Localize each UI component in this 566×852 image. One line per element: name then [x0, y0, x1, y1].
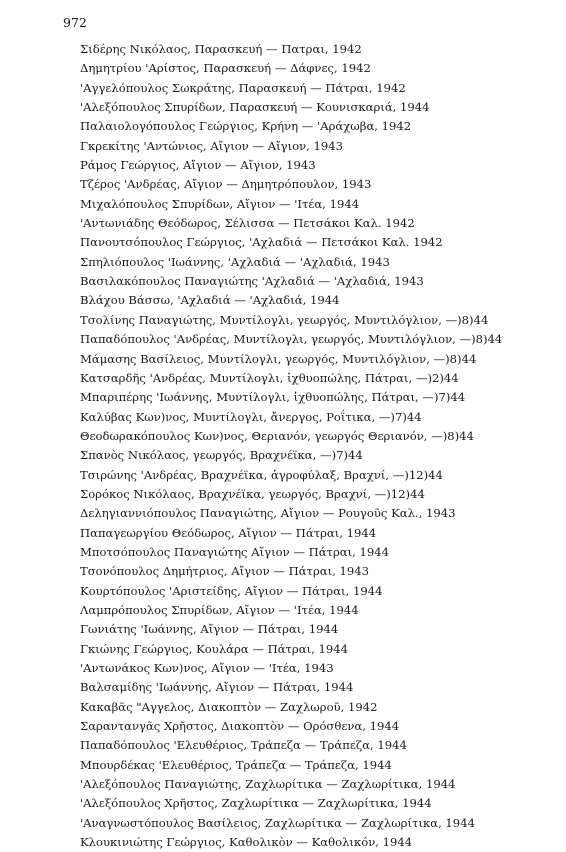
- list-item: Κατσαρδῆς 'Ανδρέας, Μυντίλογλι, ἰχθυοπώλης, Πάτραι, —)2)44: [80, 370, 459, 385]
- list-item: Καλύβας Κων)νος, Μυντίλογλι, ἄνεργος, Ροΐτικα, —)7)44: [80, 409, 422, 424]
- list-item: 'Αλεξόπουλος Παναγιώτης, Ζαχλωρίτικα — Ζαχλωρίτικα, 1944: [80, 777, 456, 792]
- list-item: Ράμος Γεώργιος, Αἴγιον — Αἴγιον, 1943: [80, 158, 316, 173]
- list-item: Τσονόπουλος Δημήτριος, Αἴγιον — Πάτραι, 1943: [80, 564, 370, 579]
- list-item: Παλαιολογόπουλος Γεώργιος, Κρήνη — 'Αράχωβα, 1942: [80, 119, 412, 134]
- list-item: Παπαγεωργίου Θεόδωρος, Αἴγιον — Πάτραι, 1944: [80, 525, 377, 540]
- list-item: Μπουρδέκας 'Ελευθέριος, Τράπεζα — Τράπεζα, 1944: [80, 757, 392, 772]
- list-item: Μπαριπέρης 'Ιωάννης, Μυντίλογλι, ἰχθυοπώλης, Πάτραι, —)7)44: [80, 390, 466, 405]
- list-item: 'Αναγνωστόπουλος Βασίλειος, Ζαχλωρίτικα — Ζαχλωρίτικα, 1944: [80, 815, 475, 830]
- list-item: Σαραντανγᾶς Χρῆστος, Διακοπτὸν — Ορόσθενα, 1944: [80, 719, 400, 734]
- list-item: Δεληγιαννιόπουλος Παναγιώτης, Αἴγιον — Ρουγοῦς Καλ., 1943: [80, 506, 456, 521]
- list-item: Σπηλιόπουλος 'Ιωάννης, 'Αχλαδιά — 'Αχλαδιά, 1943: [80, 254, 390, 269]
- list-item: Σορόκος Νικόλαος, Βραχνέϊκα, γεωργός, Βραχνί, —)12)44: [80, 486, 425, 501]
- list-item: Γκιώνης Γεώργιος, Κουλάρα — Πάτραι, 1944: [80, 641, 348, 656]
- list-item: Δημητρίου 'Αρίστος, Παρασκευή — Δάφνες, 1942: [80, 61, 371, 76]
- list-item: 'Αντωνιάδης Θεόδωρος, Σέλισσα — Πετσάκοι Καλ. 1942: [80, 216, 415, 231]
- list-item: 'Αντωνάκος Κων)νος, Αἴγιον — 'Ιτέα, 1943: [80, 661, 334, 675]
- list-item: Θεοδωρακόπουλος Κων)νος, Θεριανόν, γεωργός Θεριανόν, —)8)44: [80, 428, 474, 443]
- entry-list: [80, 40, 550, 852]
- list-item: Κακαβᾶς "Αγγελος, Διακοπτὸν — Ζαχλωροῦ, 1942: [80, 699, 378, 714]
- list-item: Τσολίνης Παναγιώτης, Μυντίλογλι, γεωργός, Μυντιλόγλιον, —)8)44: [80, 312, 489, 327]
- list-item: Τζέρος 'Ανδρέας, Αἴγιον — Δημητρόπουλον, 1943: [80, 177, 372, 192]
- list-item: Βαλσαμίδης 'Ιωάννης, Αἴγιον — Πάτραι, 1944: [80, 680, 354, 695]
- list-item: Βασιλακόπουλος Παναγιώτης 'Αχλαδιά — 'Αχλαδιά, 1943: [80, 274, 424, 289]
- list-item: Παπαδόπουλος 'Ανδρέας, Μυντίλογλι, γεωργός, Μυντιλόγλιον, —)8)44: [80, 332, 503, 347]
- page-number: 972: [63, 15, 87, 30]
- list-item: Μιχαλόπουλος Σπυρίδων, Αἴγιον — 'Ιτέα, 1944: [80, 196, 360, 211]
- list-item: Βλάχου Βάσσω, 'Αχλαδιά — 'Αχλαδιά, 1944: [80, 293, 340, 308]
- list-item: Σιδέρης Νικόλαος, Παρασκευή — Πατραι, 1942: [80, 42, 362, 56]
- list-item: Παπαδόπουλος 'Ελευθέριος, Τράπεζα — Τράπεζα, 1944: [80, 738, 407, 753]
- list-item: Γωνιάτης 'Ιωάννης, Αἴγιον — Πάτραι, 1944: [80, 622, 339, 637]
- list-item: 'Αλεξόπουλος Χρῆστος, Ζαχλωρίτικα — Ζαχλωρίτικα, 1944: [80, 796, 432, 811]
- list-item: Σπανὸς Νικόλαος, γεωργός, Βραχνέϊκα, —)7)44: [80, 448, 363, 463]
- list-item: Μποτσόπουλος Παναγιώτης Αἴγιον — Πάτραι, 1944: [80, 544, 390, 559]
- list-item: Κλουκινιώτης Γεώργιος, Καθολικὸν — Καθολικόν, 1944: [80, 835, 413, 850]
- list-item: Τσιρώνης 'Ανδρέας, Βραχνέϊκα, ἀγροφύλαξ, Βραχνί, —)12)44: [80, 467, 443, 482]
- list-item: Πανουτσόπουλος Γεώργιος, 'Αχλαδιά — Πετσάκοι Καλ. 1942: [80, 235, 443, 250]
- list-item: Μάμασης Βασίλειος, Μυντίλογλι, γεωργός, Μυντιλόγλιον, —)8)44: [80, 351, 477, 366]
- list-item: 'Αγγελόπουλος Σωκράτης, Παρασκευή — Πάτραι, 1942: [80, 80, 406, 95]
- list-item: Κουρτόπουλος 'Αριστείδης, Αἴγιον — Πάτραι, 1944: [80, 583, 383, 598]
- list-item: Λαμπρόπουλος Σπυρίδων, Αἴγιον — 'Ιτέα, 1944: [80, 602, 359, 617]
- list-item: 'Αλεξόπουλος Σπυρίδων, Παρασκευή — Κουνισκαριά, 1944: [80, 100, 430, 115]
- list-item: Γκρεκίτης 'Αντώνιος, Αἴγιον — Αἴγιον, 1943: [80, 138, 344, 153]
